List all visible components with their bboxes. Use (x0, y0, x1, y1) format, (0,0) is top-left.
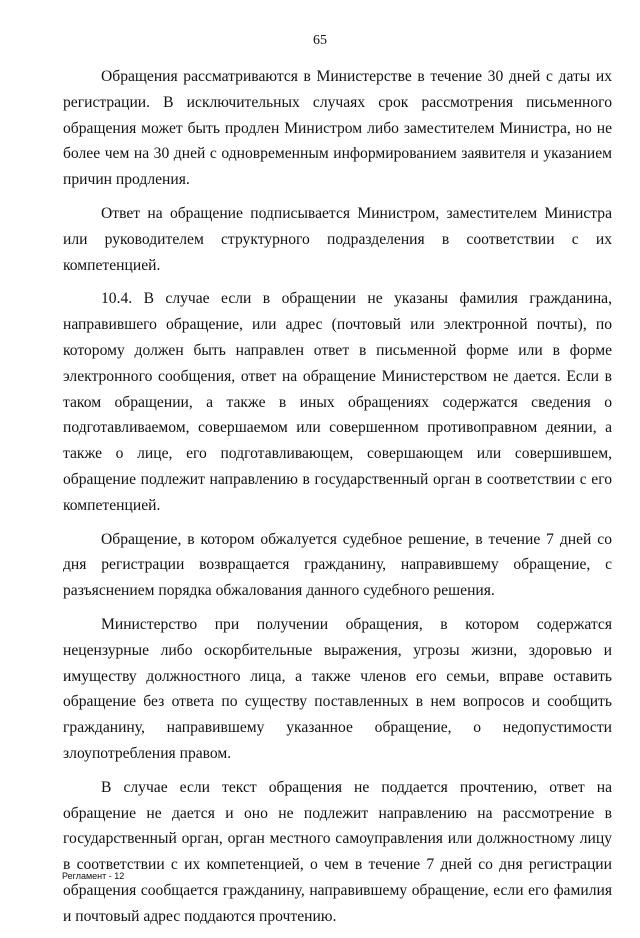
paragraph-offensive-language: Министерство при получении обращения, в котором содержатся нецензурные либо оскорбительные выражения, угрозы жизни, здоровью и имуществу должностного лица, а также членов его семьи, вправе оставить обращение без ответа по существу поставленных в нем вопросов и сообщить гражданину, направившему указанное обращение, о недопустимости злоупотребления правом. (63, 615, 612, 762)
paragraph-10-4-anonymous: 10.4. В случае если в обращении не указаны фамилия гражданина, направившего обращение, или адрес (почтовый или электронной почты), по которому должен быть направлен ответ в письменной форме или в форме электронного сообщения, ответ на обращение Министерством не дается. Если в таком обращении, а также в иных обращениях содержатся сведения о подготавливаемом, совершаемом или совершенном противоправном деянии, а также о лице, его подготавливающем, совершающем или совершившем, обращение подлежит направлению в государственный орган в соответствии с его компетенцией. (63, 290, 612, 514)
paragraph-signature: Ответ на обращение подписывается Министром, заместителем Министра или руководителем структурного подразделения в соответствии с их компетенцией. (63, 204, 612, 274)
page-footer: Регламент - 12 (62, 871, 125, 881)
paragraph-unreadable-text: В случае если текст обращения не поддается прочтению, ответ на обращение не дается и оно не подлежит направлению на рассмотрение в государственный орган, орган местного самоуправления или должностному лицу в соответствии с их компетенцией, о чем в течение 7 дней со дня регистрации обращения сообщается гражданину, направившему обращение, если его фамилия и почтовый адрес поддаются прочтению. (63, 778, 612, 925)
paragraph-court-decision: Обращение, в котором обжалуется судебное решение, в течение 7 дней со дня регистрации возвращается гражданину, направившему обращение, с разъяснением порядка обжалования данного судебного решения. (63, 530, 612, 600)
document-body (63, 64, 612, 938)
page-number: 65 (313, 33, 327, 48)
paragraph-review-period: Обращения рассматриваются в Министерстве в течение 30 дней с даты их регистрации. В исключительных случаях срок рассмотрения письменного обращения может быть продлен Министром либо заместителем Министра, но не более чем на 30 дней с одновременным информированием заявителя и указанием причин продления. (63, 68, 612, 189)
